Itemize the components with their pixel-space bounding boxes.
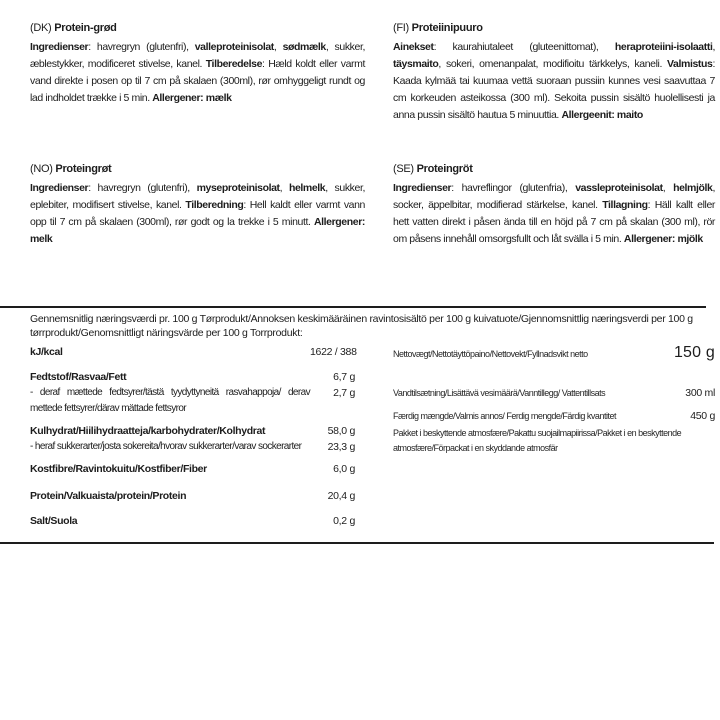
table-row-energy — [30, 344, 355, 360]
row-label: kJ/kcal — [30, 346, 63, 358]
table-row-carbohydrate — [30, 423, 355, 455]
row-sublabel: - heraf sukkerarter/josta sokereita/hvorav sukkerarter/varav sockerarter — [30, 441, 302, 452]
row-value: 58,0 g — [327, 425, 355, 437]
package-info-table — [393, 342, 715, 456]
row-value: 450 g — [690, 410, 715, 422]
row-label: Protein/Valkuaista/protein/Protein — [30, 490, 187, 502]
row-subvalue: 23,3 g — [327, 441, 355, 453]
product-name-no: Proteingrøt — [55, 163, 112, 175]
row-label: Pakket i beskyttende atmosfære/Pakattu suojailmapiirissa/Pakket i en beskyttende atmosfære/Förpackat i en skyddande atmosfär — [393, 428, 682, 453]
row-value: 0,2 g — [333, 515, 355, 527]
table-row-salt — [30, 513, 355, 529]
row-value: 6,0 g — [333, 463, 355, 475]
lang-block-fi-title — [393, 20, 715, 37]
lang-code-fi: (FI) — [393, 22, 409, 34]
lang-block-se — [393, 161, 715, 248]
table-row-finished-quantity — [393, 409, 715, 424]
row-value: 20,4 g — [327, 490, 355, 502]
lang-code-no: (NO) — [30, 163, 53, 175]
table-row-fat — [30, 369, 355, 417]
row-value: 300 ml — [685, 387, 715, 399]
ingredients-paragraph-dk: Ingredienser: havregryn (glutenfri), valleproteinisolat, sødmælk, sukker, æblestykker, modificeret stivelse, kanel. Tilberedelse: Hæld koldt eller varmt vand direkte i posen op til 7 cm på skalaen (300ml), rør omhyggeligt rundt og lad indholdet trække i 5 min. Allergener: mælk — [30, 41, 365, 104]
row-label: Fedtstof/Rasvaa/Fett — [30, 371, 127, 383]
lang-code-dk: (DK) — [30, 22, 52, 34]
row-label: Nettovægt/Nettotäyttöpaino/Nettovekt/Fyllnadsvikt netto — [393, 349, 588, 359]
divider-top — [0, 306, 706, 308]
product-name-fi: Proteiinipuuro — [411, 22, 483, 34]
lang-block-no — [30, 161, 365, 248]
table-row-protein — [30, 488, 355, 504]
product-name-dk: Protein-grød — [54, 22, 117, 34]
ingredients-paragraph-fi: Ainekset: kaurahiutaleet (gluteenittomat), heraproteiini-isolaatti, täysmaito, sokeri, omenanpalat, modifioitu tärkkelys, kaneli. Valmistus: Kaada kylmää tai kuumaa vettä suoraan pussiin kunnes vesi saavuttaa 7 cm korkeuden asteikossa (300 ml). Sekoita pussin sisältö huolellisesti ja anna pussin sisältö hautua 5 minuuttia. Allergeenit: maito — [393, 41, 715, 121]
product-name-se: Proteingröt — [416, 163, 473, 175]
table-row-fiber — [30, 461, 355, 477]
lang-code-se: (SE) — [393, 163, 414, 175]
row-sublabel: - deraf mættede fedtsyrer/tästä tyydyttyneitä rasvahappoja/ derav mettede fettsyrer/därav mättade fettsyror — [30, 387, 310, 414]
ingredients-paragraph-se: Ingredienser: havreflingor (glutenfria), vassleproteinisolat, helmjölk, socker, äppelbitar, modifierad stärkelse, kanel. Tillagning: Häll kallt eller hett vatten direkt i påsen ända till en höjd på 7 cm på skalan (300 ml), rör om påsens innehåll omsorgsfullt och låt svälla i 5 min. Allergener: mjölk — [393, 182, 715, 245]
row-label: Vandtilsætning/Lisättävä vesimäärä/Vanntillegg/ Vattentillsats — [393, 388, 606, 398]
row-label: Færdig mængde/Valmis annos/ Ferdig mengde/Färdig kvantitet — [393, 411, 616, 421]
nutrition-values-table — [30, 342, 355, 529]
table-row-net-weight — [393, 344, 715, 362]
row-label: Salt/Suola — [30, 515, 78, 527]
row-label: Kulhydrat/Hiilihydraatteja/karbohydrater/Kolhydrat — [30, 425, 266, 437]
row-value: 150 g — [673, 344, 715, 361]
divider-bottom — [0, 542, 714, 544]
lang-block-no-title — [30, 161, 365, 178]
ingredients-paragraph-no: Ingredienser: havregryn (glutenfri), myseproteinisolat, helmelk, sukker, eplebiter, modifisert stivelse, kanel. Tilberedning: Hell kaldt eller varmt vann opp til 7 cm på skalaen (300ml), rør godt og la trekke i 5 minutt. Allergener: melk — [30, 182, 365, 245]
lang-block-dk-title — [30, 20, 365, 37]
lang-block-dk — [30, 20, 365, 107]
table-row-protective-atmosphere — [393, 426, 715, 456]
table-row-water-addition — [393, 386, 715, 401]
row-subvalue: 2,7 g — [333, 387, 355, 399]
lang-block-se-title — [393, 161, 715, 178]
row-value: 1622 / 388 — [310, 346, 357, 358]
row-label: Kostfibre/Ravintokuitu/Kostfiber/Fiber — [30, 463, 207, 475]
lang-block-fi — [393, 20, 715, 124]
nutrition-table-header: Gennemsnitlig næringsværdi pr. 100 g Tørprodukt/Annoksen keskimääräinen ravintosisältö per 100 g kuivatuote/Gjennomsnittlig næringsverdi per 100 g tørrprodukt/Genomsnittligt näringsvärde per 100 g Torrprodukt: — [30, 313, 693, 339]
row-value: 6,7 g — [333, 371, 355, 383]
